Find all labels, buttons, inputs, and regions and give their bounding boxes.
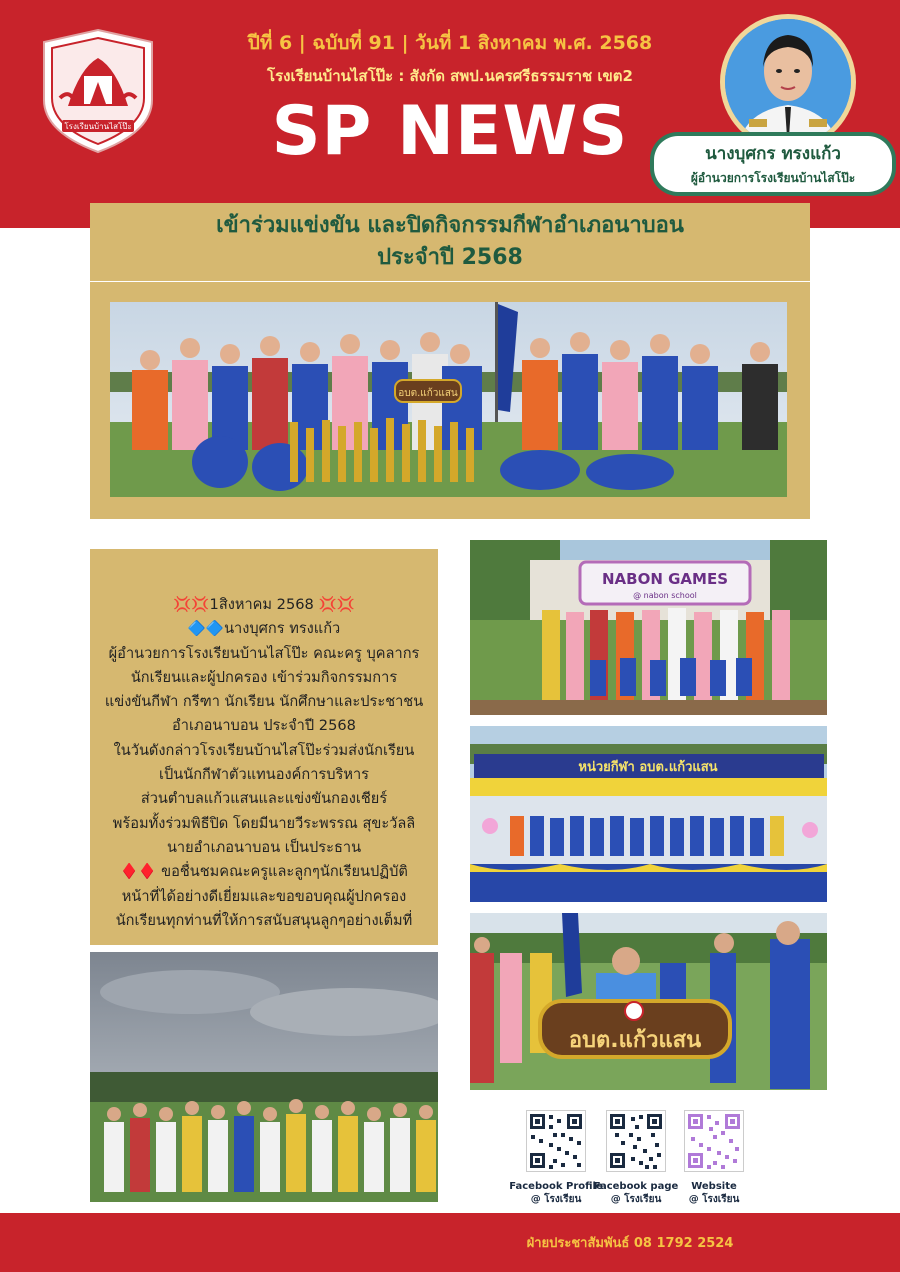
- sport-tent-photo: [470, 726, 827, 902]
- headline-line-2: ประจำปี 2568: [377, 245, 523, 270]
- article-date-line: [98, 593, 430, 617]
- student-sign-text: อบต.แก้วแสน: [568, 1028, 702, 1053]
- article-line: แข่งขันกีฬา กรีฑา นักเรียน นักศึกษาและประชาชน: [104, 693, 424, 711]
- article-text-box: [90, 549, 438, 945]
- blue-diamond-icon: 🔷🔷: [187, 620, 225, 638]
- article-line: นักเรียนและผู้ปกครอง เข้าร่วมกิจกรรมการ: [130, 668, 398, 686]
- director-name: นางบุศกร ทรงแก้ว: [705, 144, 841, 164]
- trophy-sign-text: อบต.แก้วแสน: [398, 388, 458, 399]
- ceremony-photo: [90, 952, 438, 1202]
- nabon-games-photo: [470, 540, 827, 715]
- director-role: ผู้อำนวยการโรงเรียนบ้านไสโป๊ะ: [690, 171, 856, 185]
- sparkle-icon: 💢💢: [173, 596, 210, 613]
- newsletter-title: SP NEWS: [271, 92, 629, 171]
- red-diamond-icon: ♦️♦️: [120, 863, 157, 881]
- article-line: อำเภอนาบอน ประจำปี 2568: [172, 717, 356, 735]
- footer-contact: ฝ่ายประชาสัมพันธ์ 08 1792 2524: [526, 1236, 734, 1251]
- school-affiliation: โรงเรียนบ้านไสโป๊ะ : สังกัด สพป.นครศรีธรรมราช เขต2: [267, 67, 633, 85]
- facebook-profile-label: Facebook Profile @ โรงเรียน: [509, 1181, 603, 1205]
- group-photo: [110, 302, 787, 497]
- article-line: ในวันดังกล่าวโรงเรียนบ้านไสโป๊ะร่วมส่งนักเรียน: [113, 741, 415, 759]
- sparkle-icon: 💢💢: [318, 596, 355, 613]
- article-line: นักเรียนทุกท่านที่ให้การสนับสนุนลูกๆอย่างเต็มที่: [115, 911, 413, 929]
- group-photo-frame: [90, 282, 810, 519]
- article-line: พร้อมทั้งร่วมพิธีปิด โดยมีนายวีระพรรณ สุขะวัลลิ: [112, 814, 416, 832]
- article-line: นายอำเภอนาบอน เป็นประธาน: [166, 838, 362, 856]
- headline-line-1: เข้าร่วมแข่งขัน และปิดกิจกรรมกีฬาอำเภอนาบอน: [216, 213, 684, 238]
- facebook-page-label: Facebook page @ โรงเรียน: [593, 1181, 679, 1205]
- director-nameplate: [650, 132, 896, 196]
- article-line: ผู้อำนวยการโรงเรียนบ้านไสโป๊ะ คณะครู บุคลากร: [108, 644, 420, 662]
- article-line: ส่วนตำบลแก้วแสนและแข่งขันกองเชียร์: [140, 790, 388, 808]
- issue-line: ปีที่ 6 | ฉบับที่ 91 | วันที่ 1 สิงหาคม พ.ศ. 2568: [247, 32, 653, 54]
- article-date: 1สิงหาคม 2568: [209, 596, 314, 613]
- article-line: เป็นนักกีฬาตัวแทนองค์การบริหาร: [159, 766, 369, 784]
- article-line: 🔷🔷นางบุศกร ทรงแก้ว: [187, 620, 341, 638]
- sport-tent-banner: หน่วยกีฬา อบต.แก้วแสน: [578, 760, 718, 775]
- facebook-page-qr-code[interactable]: [606, 1110, 666, 1172]
- nabon-games-banner-sub: @ nabon school: [633, 591, 697, 600]
- student-sign-photo: [470, 913, 827, 1090]
- school-logo: [40, 28, 156, 154]
- website-label: Website @ โรงเรียน: [688, 1181, 740, 1205]
- facebook-profile-qr-code[interactable]: [526, 1110, 586, 1172]
- director-portrait: [720, 14, 856, 150]
- nabon-games-banner: NABON GAMES: [601, 570, 729, 588]
- website-qr-code[interactable]: [684, 1110, 744, 1172]
- logo-caption: โรงเรียนบ้านไสโป๊ะ: [64, 122, 132, 131]
- article-line: หน้าที่ได้อย่างดีเยี่ยมและขอขอบคุณผู้ปกครอง: [121, 887, 407, 905]
- headline-box: [90, 203, 810, 281]
- article-line: ♦️♦️ ขอชื่นชมคณะครูและลูกๆนักเรียนปฏิบัติ: [120, 863, 408, 881]
